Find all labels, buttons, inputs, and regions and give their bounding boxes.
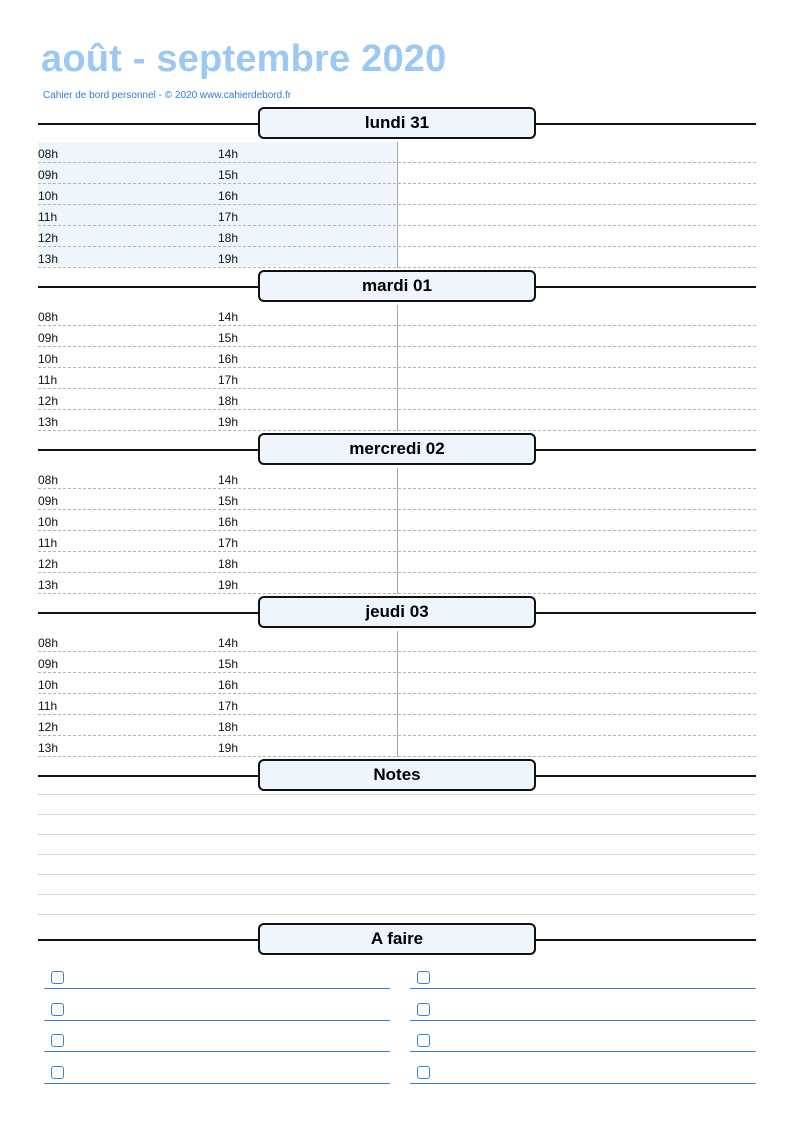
day-schedule	[38, 305, 756, 431]
day-header	[38, 107, 756, 141]
time-label: 13h	[38, 578, 59, 592]
checkbox[interactable]	[417, 971, 430, 984]
time-label: 14h	[218, 473, 239, 487]
todo-item[interactable]	[410, 1064, 756, 1084]
time-label: 10h	[38, 515, 59, 529]
time-label: 13h	[38, 415, 59, 429]
time-slot-row[interactable]	[38, 489, 756, 510]
todo-header	[38, 923, 756, 957]
time-slot-row[interactable]	[38, 305, 756, 326]
time-slot-row[interactable]	[38, 468, 756, 489]
todo-underline	[44, 1051, 390, 1052]
page-title: août - septembre 2020	[41, 38, 447, 80]
note-line[interactable]	[38, 914, 756, 915]
time-slot-row[interactable]	[38, 510, 756, 531]
time-slot-row[interactable]	[38, 205, 756, 226]
todo-item[interactable]	[44, 1064, 390, 1084]
day-schedule	[38, 631, 756, 757]
day-label: lundi 31	[258, 107, 536, 139]
note-line[interactable]	[38, 834, 756, 835]
time-label: 13h	[38, 252, 59, 266]
note-line[interactable]	[38, 874, 756, 875]
day-label: jeudi 03	[258, 596, 536, 628]
todo-underline	[410, 1083, 756, 1084]
time-label: 17h	[218, 210, 239, 224]
checkbox[interactable]	[51, 971, 64, 984]
checkbox[interactable]	[417, 1003, 430, 1016]
time-label: 12h	[38, 557, 59, 571]
time-label: 14h	[218, 636, 239, 650]
time-slot-row[interactable]	[38, 142, 756, 163]
todo-underline	[410, 988, 756, 989]
time-label: 12h	[38, 394, 59, 408]
notes-header	[38, 759, 756, 793]
time-slot-row[interactable]	[38, 715, 756, 736]
todo-underline	[44, 1083, 390, 1084]
time-label: 17h	[218, 373, 239, 387]
time-label: 16h	[218, 352, 239, 366]
page-subtitle: Cahier de bord personnel - © 2020 www.cahierdebord.fr	[43, 90, 292, 101]
time-label: 16h	[218, 189, 239, 203]
time-label: 19h	[218, 252, 239, 266]
day-header	[38, 270, 756, 304]
time-label: 13h	[38, 741, 59, 755]
time-slot-row[interactable]	[38, 184, 756, 205]
todo-item[interactable]	[44, 1001, 390, 1021]
time-label: 16h	[218, 515, 239, 529]
time-slot-row[interactable]	[38, 531, 756, 552]
day-schedule	[38, 142, 756, 268]
note-line[interactable]	[38, 894, 756, 895]
time-slot-row[interactable]	[38, 326, 756, 347]
time-label: 10h	[38, 352, 59, 366]
time-slot-row[interactable]	[38, 389, 756, 410]
todo-underline	[410, 1020, 756, 1021]
notes-label: Notes	[258, 759, 536, 791]
time-slot-row[interactable]	[38, 631, 756, 652]
time-label: 15h	[218, 168, 239, 182]
time-label: 16h	[218, 678, 239, 692]
time-label: 11h	[38, 699, 58, 713]
todo-underline	[44, 988, 390, 989]
time-slot-row[interactable]	[38, 226, 756, 247]
time-label: 08h	[38, 473, 59, 487]
todo-item[interactable]	[44, 969, 390, 989]
time-label: 15h	[218, 657, 239, 671]
note-line[interactable]	[38, 794, 756, 795]
time-label: 12h	[38, 720, 59, 734]
todo-item[interactable]	[410, 969, 756, 989]
note-line[interactable]	[38, 814, 756, 815]
time-slot-row[interactable]	[38, 694, 756, 715]
checkbox[interactable]	[417, 1066, 430, 1079]
time-label: 15h	[218, 494, 239, 508]
todo-item[interactable]	[44, 1032, 390, 1052]
time-label: 14h	[218, 147, 239, 161]
checkbox[interactable]	[51, 1034, 64, 1047]
time-slot-row[interactable]	[38, 552, 756, 573]
time-label: 08h	[38, 636, 59, 650]
time-label: 17h	[218, 536, 239, 550]
time-label: 18h	[218, 557, 239, 571]
time-label: 15h	[218, 331, 239, 345]
time-slot-row[interactable]	[38, 247, 756, 268]
time-slot-row[interactable]	[38, 163, 756, 184]
time-slot-row[interactable]	[38, 368, 756, 389]
time-slot-row[interactable]	[38, 347, 756, 368]
day-label: mardi 01	[258, 270, 536, 302]
time-label: 09h	[38, 331, 59, 345]
time-label: 09h	[38, 168, 59, 182]
checkbox[interactable]	[51, 1066, 64, 1079]
time-slot-row[interactable]	[38, 652, 756, 673]
checkbox[interactable]	[417, 1034, 430, 1047]
time-label: 11h	[38, 536, 58, 550]
time-label: 18h	[218, 231, 239, 245]
time-label: 09h	[38, 494, 59, 508]
time-label: 10h	[38, 189, 59, 203]
time-label: 11h	[38, 373, 58, 387]
day-label: mercredi 02	[258, 433, 536, 465]
todo-item[interactable]	[410, 1001, 756, 1021]
todo-underline	[410, 1051, 756, 1052]
note-line[interactable]	[38, 854, 756, 855]
time-label: 17h	[218, 699, 239, 713]
time-slot-row[interactable]	[38, 410, 756, 431]
time-label: 19h	[218, 578, 239, 592]
todo-label: A faire	[258, 923, 536, 955]
time-label: 08h	[38, 310, 59, 324]
time-label: 19h	[218, 741, 239, 755]
time-label: 14h	[218, 310, 239, 324]
time-label: 19h	[218, 415, 239, 429]
day-header	[38, 433, 756, 467]
time-label: 18h	[218, 720, 239, 734]
day-schedule	[38, 468, 756, 594]
time-slot-row[interactable]	[38, 673, 756, 694]
todo-underline	[44, 1020, 390, 1021]
checkbox[interactable]	[51, 1003, 64, 1016]
day-header	[38, 596, 756, 630]
time-label: 10h	[38, 678, 59, 692]
time-slot-row[interactable]	[38, 736, 756, 757]
time-label: 12h	[38, 231, 59, 245]
time-slot-row[interactable]	[38, 573, 756, 594]
time-label: 11h	[38, 210, 58, 224]
time-label: 09h	[38, 657, 59, 671]
time-label: 18h	[218, 394, 239, 408]
todo-item[interactable]	[410, 1032, 756, 1052]
time-label: 08h	[38, 147, 59, 161]
